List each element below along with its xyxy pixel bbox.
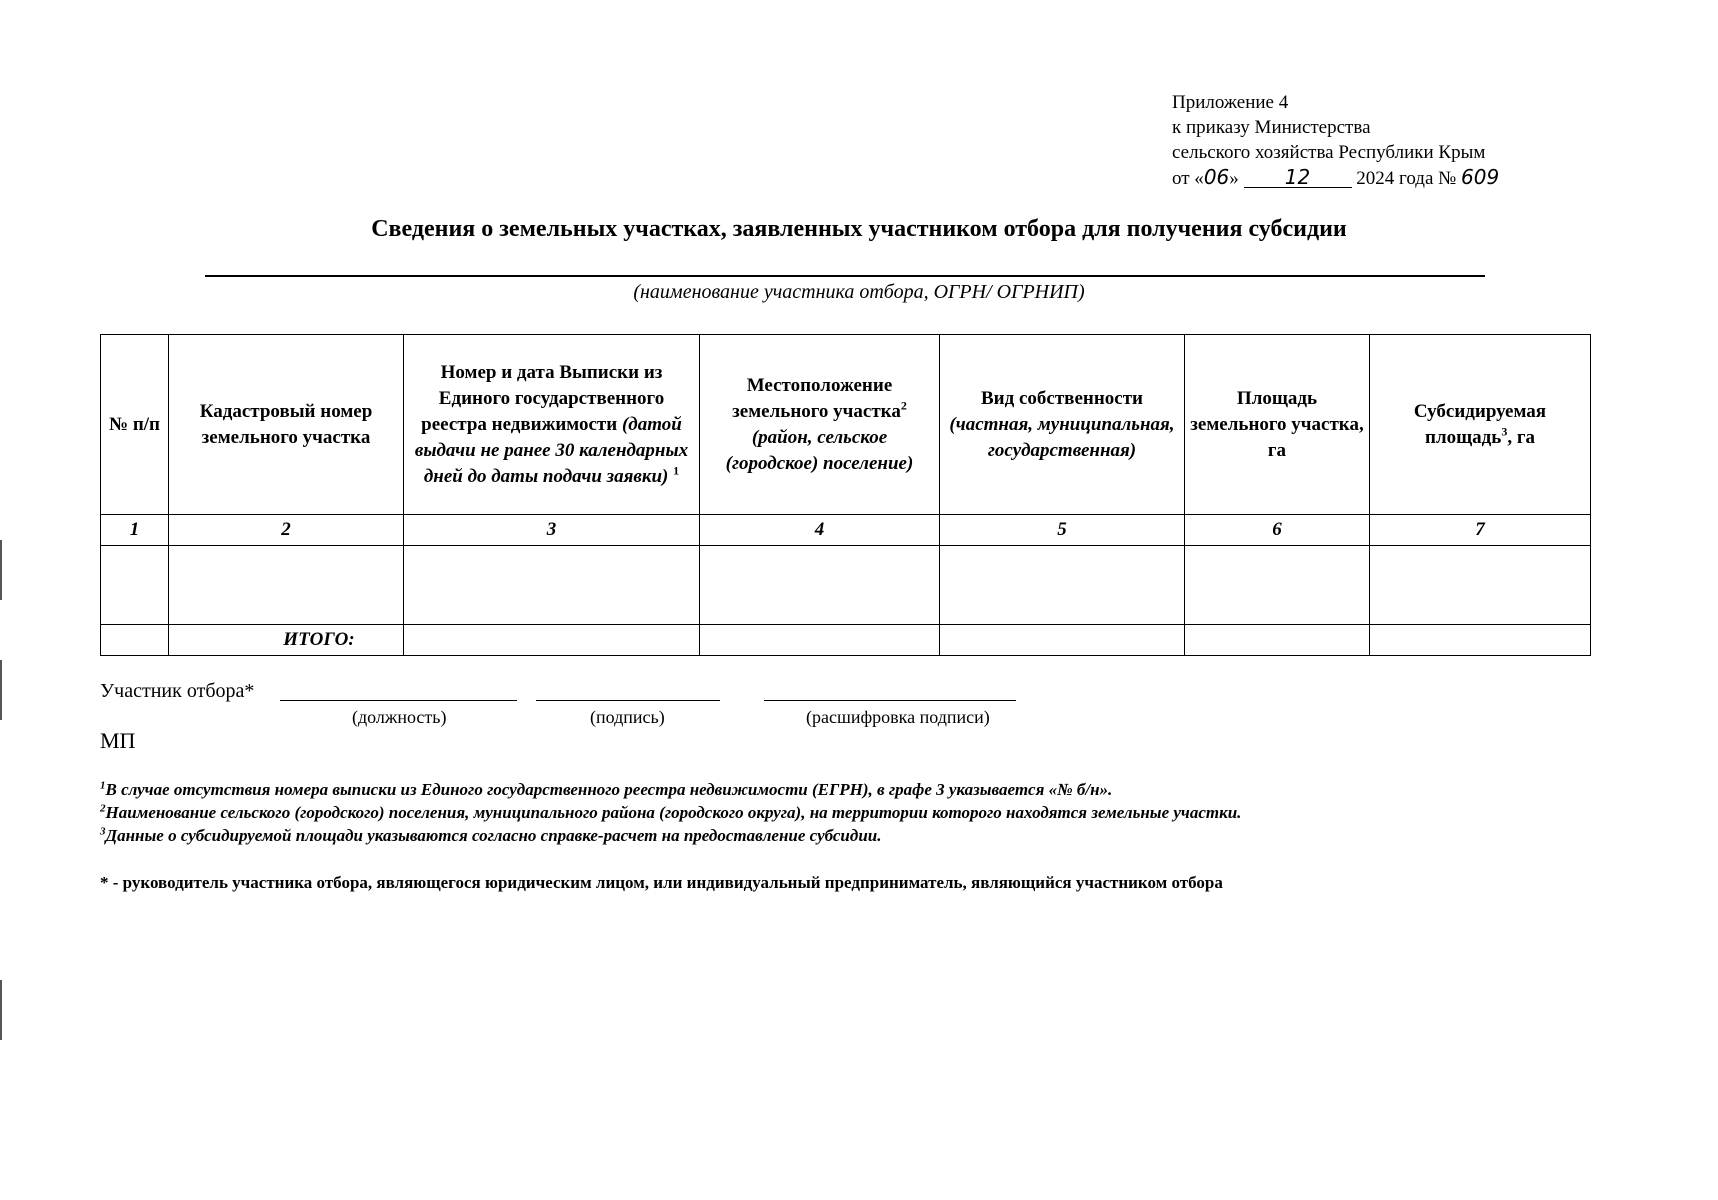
signature-caption: (подпись) (590, 707, 665, 727)
approval-line-3: сельского хозяйства Республики Крым (1172, 142, 1486, 163)
star-footnote: * - руководитель участника отбора, являющегося юридическим лицом, или индивидуальный предприниматель, являющийся участником отбора (100, 873, 1223, 892)
approval-block (1172, 90, 1499, 191)
header-extract (404, 335, 700, 515)
footnote-3-text: Данные о субсидируемой площади указываются согласно справке-расчет на предоставление субсидии. (105, 826, 882, 845)
header-location-sub: (район, сельское (городское) поселение) (725, 426, 914, 474)
column-number-row (101, 515, 1591, 546)
column-number: 1 (101, 515, 169, 546)
header-extract-main: Номер и дата Выписки из Единого государственного реестра недвижимости (421, 361, 665, 435)
header-ownership-main: Вид собственности (981, 387, 1143, 409)
total-cell[interactable] (1370, 625, 1591, 656)
header-ownership-sub: (частная, муниципальная, государственная) (949, 413, 1175, 461)
table-cell[interactable] (700, 546, 940, 625)
footnote-2 (100, 801, 1241, 824)
footnotes (100, 778, 1241, 847)
land-plots-table (100, 334, 1591, 656)
stamp-place: МП (100, 728, 136, 753)
footnote-ref-2: 2 (900, 398, 907, 413)
column-number: 2 (169, 515, 404, 546)
decoding-line[interactable] (764, 700, 1016, 701)
table-cell[interactable] (1370, 546, 1591, 625)
date-prefix: от « (1172, 168, 1204, 189)
footnote-3-marker: 3 (100, 825, 106, 838)
scan-margin-mark (0, 540, 2, 600)
table-header-row (101, 335, 1591, 515)
total-cell (101, 625, 169, 656)
header-location-main: Местоположение земельного участка (732, 374, 901, 422)
approval-line-1: Приложение 4 (1172, 92, 1289, 113)
table-cell[interactable] (1185, 546, 1370, 625)
position-caption: (должность) (352, 707, 447, 727)
header-subsidized-area (1370, 335, 1591, 515)
header-area: Площадь земельного участка, га (1185, 335, 1370, 515)
column-number: 7 (1370, 515, 1591, 546)
header-cadastral-number: Кадастровый номер земельного участка (169, 335, 404, 515)
column-number: 3 (404, 515, 700, 546)
year-text: 2024 года № (1356, 168, 1457, 189)
header-location (700, 335, 940, 515)
total-cell[interactable] (404, 625, 700, 656)
header-extract-sub: (датой выдачи не ранее 30 календарных дней до даты подачи заявки) (414, 413, 689, 487)
footnote-1-marker: 1 (100, 779, 106, 792)
column-number: 5 (940, 515, 1185, 546)
footnote-ref-1: 1 (673, 463, 680, 478)
scan-margin-mark (0, 980, 2, 1040)
document-title: Сведения о земельных участках, заявленных участником отбора для получения субсидии (371, 216, 1347, 242)
header-subsidized-area-tail: , га (1507, 426, 1535, 448)
footnote-2-text: Наименование сельского (городского) поселения, муниципального района (городского округа), на территории которого находятся земельные участки. (105, 803, 1242, 822)
footnote-2-marker: 2 (100, 802, 106, 815)
date-day-close: » (1229, 168, 1239, 189)
footnote-1 (100, 778, 1241, 801)
scan-margin-mark (0, 660, 2, 720)
handwritten-order-number: 609 (1461, 165, 1500, 189)
total-row (101, 625, 1591, 656)
decoding-caption: (расшифровка подписи) (806, 707, 990, 727)
approval-date-line (1172, 165, 1499, 191)
table-cell[interactable] (101, 546, 169, 625)
handwritten-month: 12 (1244, 167, 1352, 188)
position-line[interactable] (280, 700, 517, 701)
total-cell[interactable] (1185, 625, 1370, 656)
footnote-ref-3: 3 (1501, 424, 1508, 439)
signature-line[interactable] (536, 700, 720, 701)
table-row (101, 546, 1591, 625)
column-number: 6 (1185, 515, 1370, 546)
footnote-3 (100, 824, 1241, 847)
footnote-1-text: В случае отсутствия номера выписки из Единого государственного реестра недвижимости (ЕГРН), в графе 3 указывается «№ б/н». (105, 780, 1113, 799)
table-cell[interactable] (940, 546, 1185, 625)
header-number: № п/п (101, 335, 169, 515)
participant-name-line (205, 275, 1485, 277)
table-cell[interactable] (404, 546, 700, 625)
header-subsidized-area-main: Субсидируемая площадь (1413, 400, 1547, 448)
handwritten-day: 06 (1203, 165, 1230, 189)
table-cell[interactable] (169, 546, 404, 625)
participant-name-caption: (наименование участника отбора, ОГРН/ ОГРНИП) (633, 281, 1085, 303)
total-cell[interactable] (940, 625, 1185, 656)
participant-label: Участник отбора* (100, 680, 255, 702)
header-ownership (940, 335, 1185, 515)
total-cell[interactable] (700, 625, 940, 656)
total-label: ИТОГО: (169, 625, 404, 656)
approval-line-2: к приказу Министерства (1172, 117, 1371, 138)
column-number: 4 (700, 515, 940, 546)
